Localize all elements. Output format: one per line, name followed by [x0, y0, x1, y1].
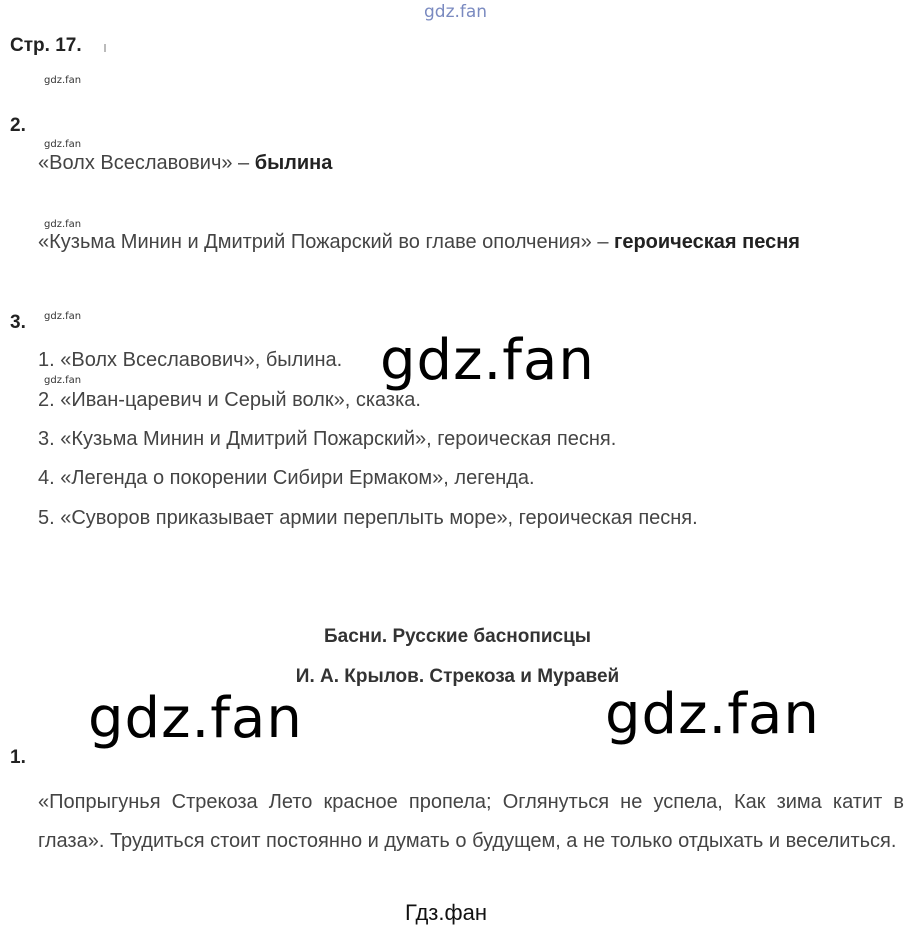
- list-item: 2. «Иван-царевич и Серый волк», сказка.: [38, 389, 421, 411]
- watermark-big: gdz.fan: [605, 682, 820, 747]
- list-item: 4. «Легенда о покорении Сибири Ермаком», легенда.: [38, 467, 535, 489]
- line-text: «Волх Всеславович» –: [38, 152, 255, 174]
- section-2-line-2: [38, 231, 800, 254]
- list-item: 5. «Суворов приказывает армии переплыть море», героическая песня.: [38, 507, 698, 529]
- watermark-top: gdz.fan: [424, 2, 488, 22]
- answer-paragraph: «Попрыгунья Стрекоза Лето красное пропела; Оглянуться не успела, Как зима катит в глаза». Трудиться стоит постоянно и думать о будущем, а не только отдыхать и веселиться.: [38, 791, 904, 852]
- watermark-small: gdz.fan: [44, 139, 82, 150]
- list-item: 1. «Волх Всеславович», былина.: [38, 349, 343, 371]
- watermark-bottom: Гдз.фан: [405, 900, 487, 925]
- watermark-small: gdz.fan: [44, 75, 82, 86]
- page-label: Стр. 17.: [10, 35, 82, 56]
- section-2-number: 2.: [10, 115, 26, 136]
- scan-mark: [104, 44, 106, 52]
- section-subheading: И. А. Крылов. Стрекоза и Муравей: [295, 666, 620, 687]
- line-bold: былина: [254, 152, 333, 174]
- watermark-small: gdz.fan: [44, 219, 82, 230]
- list-item: 3. «Кузьма Минин и Дмитрий Пожарский», героическая песня.: [38, 428, 617, 450]
- section-1-number: 1.: [10, 747, 26, 768]
- watermark-big: gdz.fan: [380, 328, 595, 393]
- watermark-big: gdz.fan: [88, 686, 303, 751]
- section-2-line-1: [38, 152, 332, 175]
- line-text: «Кузьма Минин и Дмитрий Пожарский во главе ополчения» –: [38, 231, 614, 253]
- watermark-small: gdz.fan: [44, 375, 82, 386]
- watermark-small: gdz.fan: [44, 311, 82, 322]
- section-heading: Басни. Русские баснописцы: [323, 626, 592, 647]
- section-3-number: 3.: [10, 312, 26, 333]
- line-bold: героическая песня: [614, 231, 800, 253]
